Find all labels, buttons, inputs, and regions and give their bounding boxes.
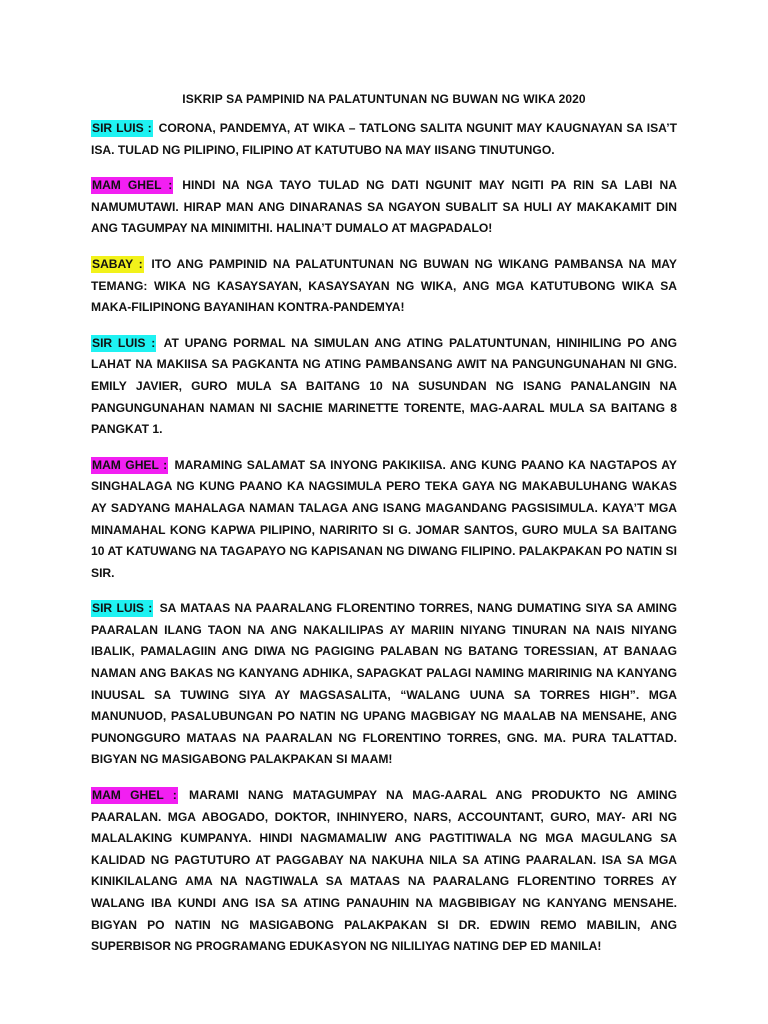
script-body <box>91 118 677 958</box>
speaker-label: SIR LUIS : <box>92 335 156 350</box>
speaker-label: SIR LUIS : <box>92 601 153 616</box>
speaker-line: AT UPANG PORMAL NA SIMULAN ANG ATING PALATUNTUNAN, HINIHILING PO ANG LAHAT NA MAKIISA SA PAGKANTA NG ATING PAMBANSANG AWIT NA PANGUNGUNAHAN NI GNG. EMILY JAVIER, GURO MULA SA BAITANG 10 NA SUSUNDAN NG ISANG PANALANGIN NA PANGUNGUNAHAN NAMAN NI SACHIE MARINETTE TORENTE, MAG-AARAL MULA SA BAITANG 8 PANGKAT 1. <box>91 335 677 437</box>
script-paragraph <box>91 333 677 441</box>
script-paragraph <box>91 175 677 240</box>
script-paragraph <box>91 254 677 319</box>
speaker-label: SIR LUIS : <box>92 121 152 135</box>
script-paragraph <box>91 455 677 585</box>
script-paragraph <box>91 785 677 958</box>
script-paragraph <box>91 598 677 771</box>
document-title: ISKRIP SA PAMPINID NA PALATUNTUNAN NG BUWAN NG WIKA 2020 <box>182 92 586 106</box>
speaker-line: MARAMING SALAMAT SA INYONG PAKIKIISA. ANG KUNG PAANO KA NAGTAPOS AY SINGHALAGA NG KUNG PAANO KA NAGSIMULA PERO TEKA GAYA NG MAKABULUHANG WAKAS AY SADYANG MAHALAGA NAMAN TALAGA ANG ISANG MAGANDANG PAGSISIMULA. KAYA’T MGA MINAMAHAL KONG KAPWA PILIPINO, NARIRITO SI G. JOMAR SANTOS, GURO MULA SA BAITANG 10 AT KATUWANG NA TAGAPAYO NG KAPISANAN NG DIWANG FILIPINO. PALAKPAKAN PO NATIN SI SIR. <box>91 457 677 580</box>
speaker-line: MARAMI NANG MATAGUMPAY NA MAG-AARAL ANG PRODUKTO NG AMING PAARALAN. MGA ABOGADO, DOKTOR, INHINYERO, NARS, ACCOUNTANT, GURO, MAY- ARI NG MALALAKING KUMPANYA. HINDI NAGMAMALIW ANG PAGTITIWALA NG MGA MAGULANG SA KALIDAD NG PAGTUTURO AT PAGGABAY NA NAKUHA NILA SA ATING PAARALAN. ISA SA MGA KINIKILALANG AMA NA NAGTIWALA SA MATAAS NA PAARALANG FLORENTINO TORRES AY WALANG IBA KUNDI ANG ISA SA ATING PANAUHIN NA MAGBIBIGAY NG KANYANG MENSAHE. BIGYAN PO NATIN NG MASIGABONG PALAKPAKAN SI DR. EDWIN REMO MABILIN, ANG SUPERBISOR NG PROGRAMANG EDUKASYON NG NILILIYAG NATING DEP ED MANILA! <box>91 788 677 954</box>
document-page <box>91 92 677 972</box>
script-paragraph <box>91 118 677 161</box>
speaker-line: CORONA, PANDEMYA, AT WIKA – TATLONG SALITA NGUNIT MAY KAUGNAYAN SA ISA’T ISA. TULAD NG PILIPINO, FILIPINO AT KATUTUBO NA MAY IISANG TINUTUNGO. <box>91 121 677 157</box>
speaker-label: MAM GHEL : <box>92 457 168 472</box>
speaker-label: MAM GHEL : <box>92 178 173 193</box>
speaker-label: MAM GHEL : <box>92 788 177 803</box>
speaker-line: ITO ANG PAMPINID NA PALATUNTUNAN NG BUWAN NG WIKANG PAMBANSA NA MAY TEMANG: WIKA NG KASAYSAYAN, KASAYSAYAN NG WIKA, ANG MGA KATUTUBONG WIKA SA MAKA-FILIPINONG BAYANIHAN KONTRA-PANDEMYA! <box>91 256 677 315</box>
speaker-label: SABAY : <box>92 256 143 271</box>
speaker-line: HINDI NA NGA TAYO TULAD NG DATI NGUNIT MAY NGITI PA RIN SA LABI NA NAMUMUTAWI. HIRAP MAN ANG DINARANAS SA NGAYON SUBALIT SA HULI AY MAKAKAMIT DIN ANG TAGUMPAY NA MINIMITHI. HALINA’T DUMALO AT MAGPADALO! <box>91 178 677 236</box>
speaker-line: SA MATAAS NA PAARALANG FLORENTINO TORRES, NANG DUMATING SIYA SA AMING PAARALAN ILANG TAON NA ANG NAKALILIPAS AY MARIIN NIYANG TINURAN NA NAIS NIYANG IBALIK, PAMALAGIIN ANG DIWA NG PAGIGING PALABAN NG BATANG TORESSIAN, AT BANAAG NAMAN ANG BAKAS NG KANYANG ADHIKA, SAPAGKAT PALAGI NAMING MARIRINIG NA KANYANG INUUSAL SA TUWING SIYA AY MAGSASALITA, “WALANG UUNA SA TORRES HIGH”. MGA MANUNUOD, PASALUBUNGAN PO NATIN NG UPANG MAGBIGAY NG MAALAB NA MENSAHE, ANG PUNONGGURO MATAAS NA PAARALAN NG FLORENTINO TORRES, GNG. MA. PURA TALATTAD. BIGYAN NG MASIGABONG PALAKPAKAN SI MAAM! <box>91 601 677 767</box>
